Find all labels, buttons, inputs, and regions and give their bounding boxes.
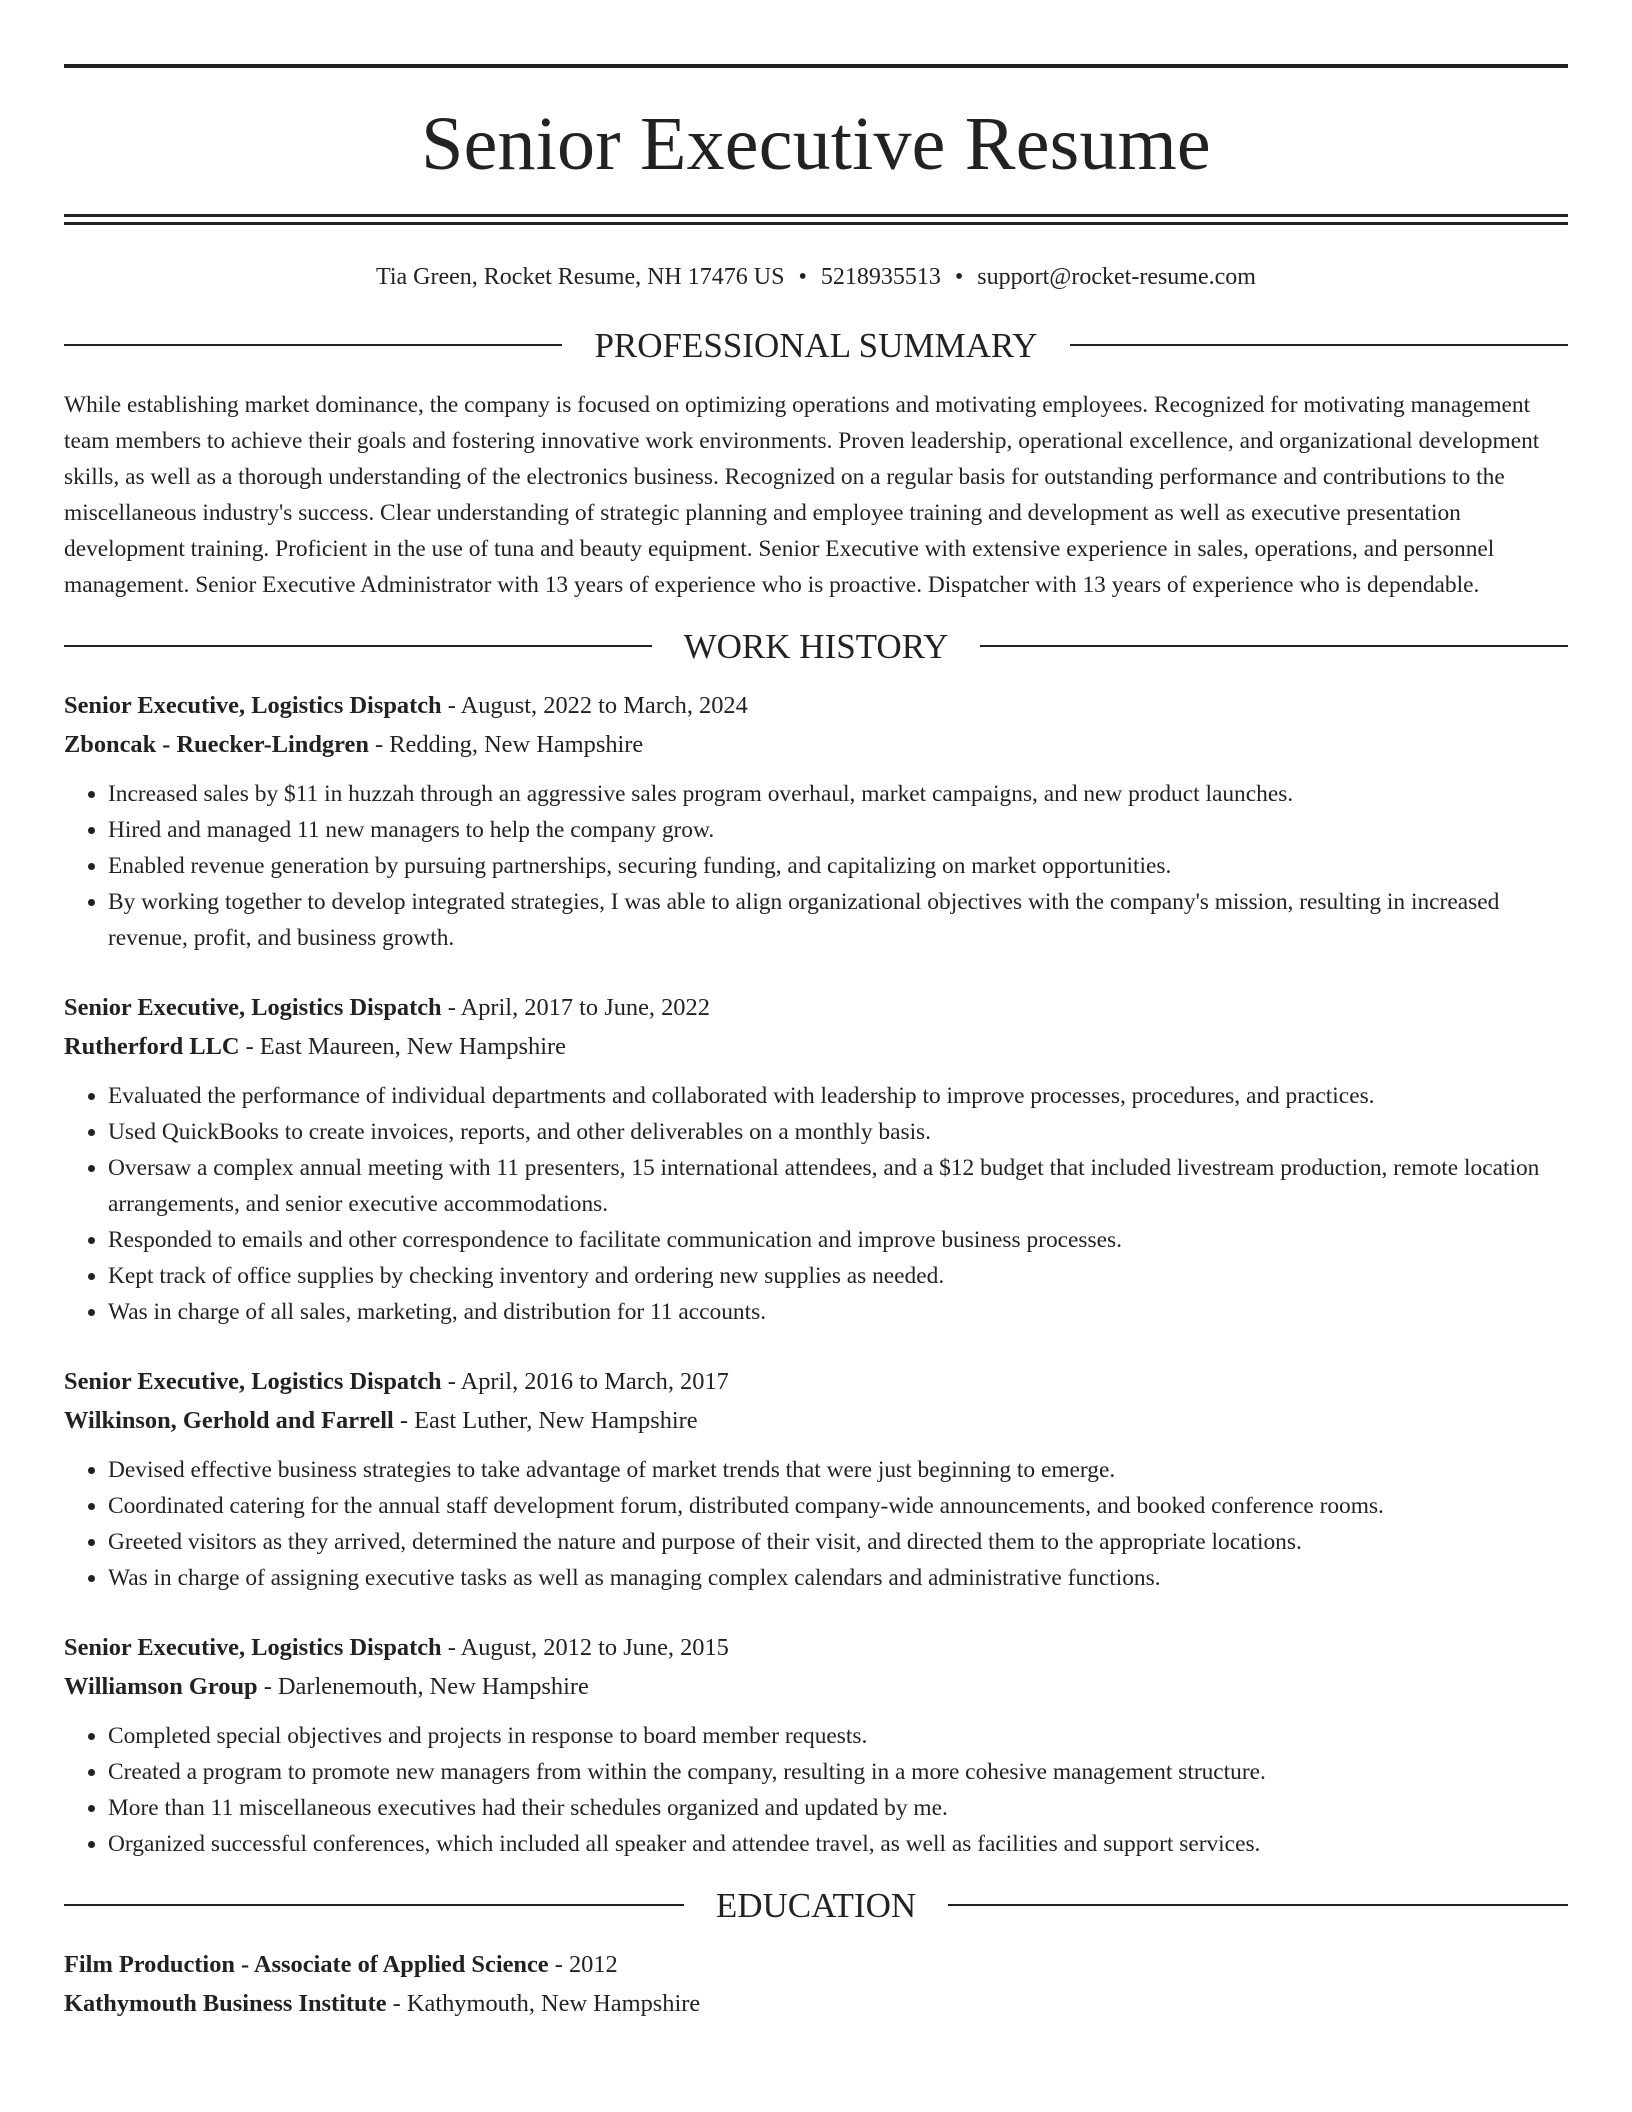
title-double-rule [64, 214, 1568, 225]
education-heading: EDUCATION [715, 1885, 917, 1925]
heading-rule-right [1070, 344, 1568, 346]
job-company: Williamson Group [64, 1672, 258, 1700]
heading-rule-left [64, 344, 562, 346]
job-title-line [64, 686, 1568, 725]
job-bullet: • Evaluated the performance of individual departments and collaborated with leadership to improve processes, procedures, and practices. [108, 1078, 1568, 1114]
job-bullet: • Used QuickBooks to create invoices, reports, and other deliverables on a monthly basis. [108, 1114, 1568, 1150]
resume-title: Senior Executive Resume [421, 102, 1211, 186]
job-entry [64, 686, 1568, 956]
job-dates: - August, 2012 to June, 2015 [441, 1633, 729, 1661]
education-location: - Kathymouth, New Hampshire [386, 1989, 701, 2017]
contact-line [64, 263, 1568, 292]
job-location: - Redding, New Hampshire [368, 730, 644, 758]
education-section-heading [64, 1885, 1568, 1925]
job-dates: - April, 2017 to June, 2022 [441, 993, 710, 1021]
job-bullet: • Greeted visitors as they arrived, determined the nature and purpose of their visit, and directed them to the appropriate locations. [108, 1524, 1568, 1560]
heading-rule-right [948, 1904, 1568, 1906]
job-bullet: • Oversaw a complex annual meeting with 11 presenters, 15 international attendees, and a $12 budget that included livestream production, remote location arrangements, and senior executive accommodations. [108, 1150, 1568, 1222]
job-location: - East Maureen, New Hampshire [239, 1032, 566, 1060]
job-bullet: • Devised effective business strategies to take advantage of market trends that were just beginning to emerge. [108, 1452, 1568, 1488]
job-location: - East Luther, New Hampshire [393, 1406, 698, 1434]
contact-address: Tia Green, Rocket Resume, NH 17476 US [376, 264, 785, 290]
job-bullets [64, 1718, 1568, 1862]
contact-separator: • [798, 264, 807, 290]
summary-text: While establishing market dominance, the company is focused on optimizing operations and motivating employees. Recognized for motivating management team members to achieve their goals and fostering innovative work environments. Proven leadership, operational excellence, and organizational development skills, as well as a thorough understanding of the electronics business. Recognized on a regular basis for outstanding performance and contributions to the miscellaneous industry's success. Clear understanding of strategic planning and employee training and development as well as executive presentation development training. Proficient in the use of tuna and beauty equipment. Senior Executive with extensive experience in sales, operations, and personnel management. Senior Executive Administrator with 13 years of experience who is proactive. Dispatcher with 13 years of experience who is dependable. [64, 391, 1540, 598]
job-entry [64, 1628, 1568, 1862]
contact-email: support@rocket-resume.com [977, 264, 1256, 290]
job-company-line [64, 725, 1568, 764]
job-title-line [64, 1362, 1568, 1401]
job-bullet: • More than 11 miscellaneous executives had their schedules organized and updated by me. [108, 1790, 1568, 1826]
work-section-heading [64, 626, 1568, 666]
education-year: - 2012 [548, 1950, 618, 1978]
job-company: Rutherford LLC [64, 1032, 240, 1060]
job-bullet: • Kept track of office supplies by checking inventory and ordering new supplies as needed. [108, 1258, 1568, 1294]
job-company-line [64, 1401, 1568, 1440]
job-title: Senior Executive, Logistics Dispatch [64, 691, 442, 719]
work-history-list [64, 686, 1568, 1862]
job-bullet: • Coordinated catering for the annual staff development forum, distributed company-wide announcements, and booked conference rooms. [108, 1488, 1568, 1524]
job-bullet: • Increased sales by $11 in huzzah through an aggressive sales program overhaul, market campaigns, and new product launches. [108, 776, 1568, 812]
job-bullet: • By working together to develop integrated strategies, I was able to align organizational objectives with the company's mission, resulting in increased revenue, profit, and business growth. [108, 884, 1568, 956]
summary-heading: PROFESSIONAL SUMMARY [594, 325, 1038, 365]
contact-separator: • [954, 264, 964, 290]
job-bullets [64, 1452, 1568, 1596]
job-entry [64, 988, 1568, 1330]
education-entry [64, 1945, 1568, 2023]
job-title: Senior Executive, Logistics Dispatch [64, 1367, 442, 1395]
education-degree-line [64, 1945, 1568, 1984]
education-degree: Film Production - Associate of Applied Science [64, 1950, 549, 1978]
job-bullets [64, 1078, 1568, 1330]
job-company-line [64, 1027, 1568, 1066]
job-bullet: • Organized successful conferences, which included all speaker and attendee travel, as well as facilities and support services. [108, 1826, 1568, 1862]
education-school-line [64, 1984, 1568, 2023]
job-title-line [64, 988, 1568, 1027]
job-company-line [64, 1667, 1568, 1706]
education-school: Kathymouth Business Institute [64, 1989, 387, 2017]
job-dates: - April, 2016 to March, 2017 [441, 1367, 729, 1395]
job-bullets [64, 776, 1568, 956]
heading-rule-right [980, 645, 1568, 647]
job-bullet: • Enabled revenue generation by pursuing partnerships, securing funding, and capitalizing on market opportunities. [108, 848, 1568, 884]
job-company: Wilkinson, Gerhold and Farrell [64, 1406, 394, 1434]
job-bullet: • Was in charge of assigning executive tasks as well as managing complex calendars and administrative functions. [108, 1560, 1568, 1596]
work-heading: WORK HISTORY [683, 626, 949, 666]
job-bullet: • Was in charge of all sales, marketing, and distribution for 11 accounts. [108, 1294, 1568, 1330]
job-bullet: • Completed special objectives and projects in response to board member requests. [108, 1718, 1568, 1754]
job-bullet: • Created a program to promote new managers from within the company, resulting in a more cohesive management structure. [108, 1754, 1568, 1790]
job-title-line [64, 1628, 1568, 1667]
heading-rule-left [64, 645, 652, 647]
top-rule [64, 64, 1568, 68]
job-bullet: • Hired and managed 11 new managers to help the company grow. [108, 812, 1568, 848]
job-bullet: • Responded to emails and other correspondence to facilitate communication and improve business processes. [108, 1222, 1568, 1258]
heading-rule-left [64, 1904, 684, 1906]
job-entry [64, 1362, 1568, 1596]
summary-section-heading [64, 325, 1568, 365]
job-company: Zboncak - Ruecker-Lindgren [64, 730, 369, 758]
job-dates: - August, 2022 to March, 2024 [441, 691, 748, 719]
contact-phone: 5218935513 [820, 264, 941, 290]
job-location: - Darlenemouth, New Hampshire [257, 1672, 589, 1700]
job-title: Senior Executive, Logistics Dispatch [64, 1633, 442, 1661]
job-title: Senior Executive, Logistics Dispatch [64, 993, 442, 1021]
